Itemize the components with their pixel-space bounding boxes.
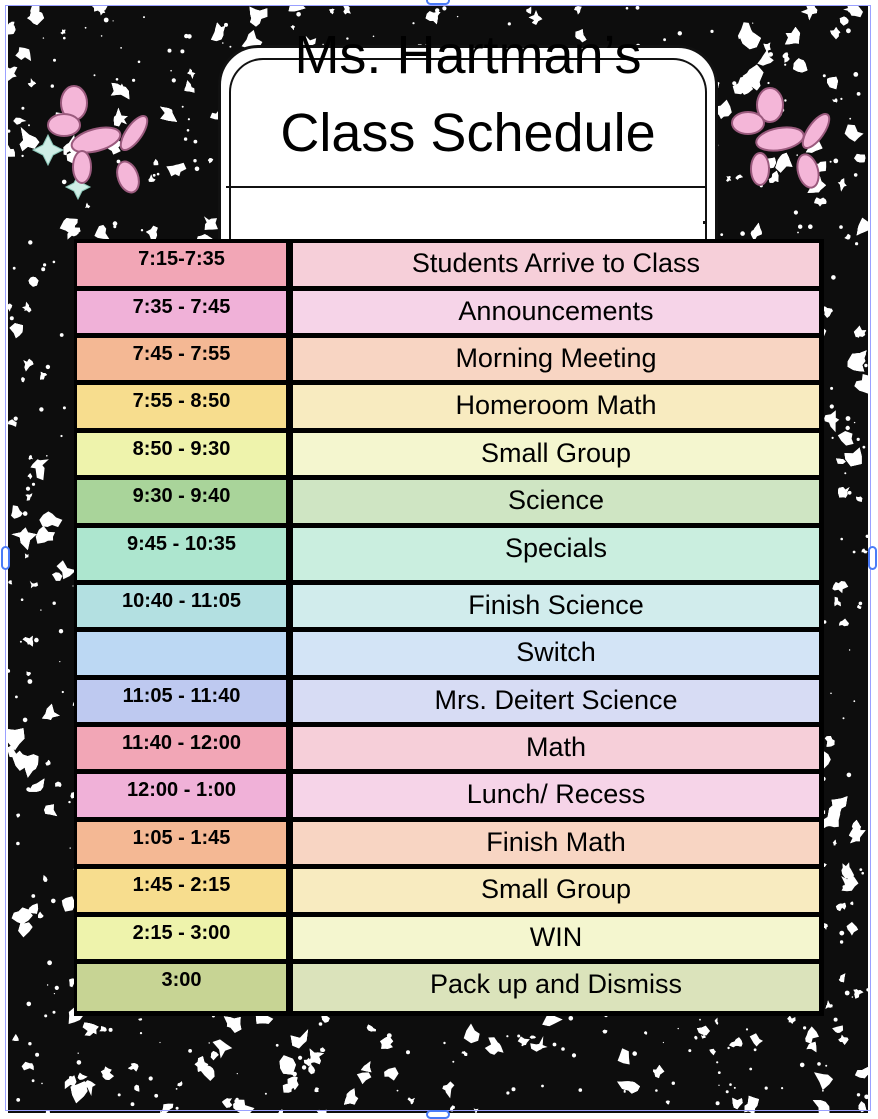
activity-cell: Lunch/ Recess <box>293 774 819 817</box>
schedule-row <box>74 723 824 770</box>
activity-cell: Morning Meeting <box>293 338 819 380</box>
activity-cell: Science <box>293 480 819 523</box>
balloon-dog-icon <box>26 85 151 210</box>
activity-cell: Finish Science <box>293 585 819 627</box>
schedule-row <box>74 287 824 334</box>
activity-cell: WIN <box>293 917 819 959</box>
schedule-row <box>74 476 824 524</box>
schedule-row <box>74 770 824 818</box>
schedule-row <box>74 429 824 476</box>
balloon-dog-icon <box>720 87 840 207</box>
schedule-row <box>74 381 824 429</box>
time-cell: 11:05 - 11:40 <box>77 680 286 722</box>
activity-cell: Specials <box>293 528 819 580</box>
title-dot <box>703 221 706 224</box>
activity-cell: Students Arrive to Class <box>293 243 819 286</box>
schedule-row <box>74 960 824 1012</box>
schedule-row <box>74 239 824 287</box>
activity-cell: Homeroom Math <box>293 385 819 428</box>
activity-cell: Announcements <box>293 291 819 333</box>
schedule-row <box>74 676 824 723</box>
resize-handle-top[interactable] <box>426 0 450 5</box>
activity-cell: Mrs. Deitert Science <box>293 680 819 722</box>
schedule-row <box>74 581 824 628</box>
activity-cell: Pack up and Dismiss <box>293 964 819 1011</box>
time-cell: 12:00 - 1:00 <box>77 774 286 817</box>
time-cell: 7:45 - 7:55 <box>77 338 286 380</box>
schedule-row <box>74 334 824 381</box>
activity-cell: Small Group <box>293 433 819 475</box>
time-cell: 9:30 - 9:40 <box>77 480 286 523</box>
schedule-table <box>74 239 824 1016</box>
time-cell: 7:55 - 8:50 <box>77 385 286 428</box>
schedule-row <box>74 818 824 865</box>
time-cell: 11:40 - 12:00 <box>77 727 286 769</box>
time-cell <box>77 632 286 675</box>
schedule-row <box>74 628 824 676</box>
time-cell: 1:05 - 1:45 <box>77 822 286 864</box>
time-cell: 1:45 - 2:15 <box>77 869 286 912</box>
title-underline <box>226 186 706 188</box>
schedule-poster[interactable] <box>8 5 868 1113</box>
schedule-row <box>74 865 824 913</box>
time-cell: 7:35 - 7:45 <box>77 291 286 333</box>
activity-cell: Small Group <box>293 869 819 912</box>
title-line-1: Ms. Hartman’s <box>294 25 642 85</box>
activity-cell: Switch <box>293 632 819 675</box>
sparkle-icon <box>33 135 63 165</box>
schedule-row <box>74 913 824 960</box>
title-line-2: Class Schedule <box>280 103 656 163</box>
time-cell: 10:40 - 11:05 <box>77 585 286 627</box>
schedule-row <box>74 524 824 581</box>
time-cell: 7:15-7:35 <box>77 243 286 286</box>
resize-handle-left[interactable] <box>1 546 10 570</box>
resize-handle-right[interactable] <box>868 546 877 570</box>
time-cell: 3:00 <box>77 964 286 1011</box>
time-cell: 2:15 - 3:00 <box>77 917 286 959</box>
time-cell: 9:45 - 10:35 <box>77 528 286 580</box>
activity-cell: Math <box>293 727 819 769</box>
activity-cell: Finish Math <box>293 822 819 864</box>
time-cell: 8:50 - 9:30 <box>77 433 286 475</box>
